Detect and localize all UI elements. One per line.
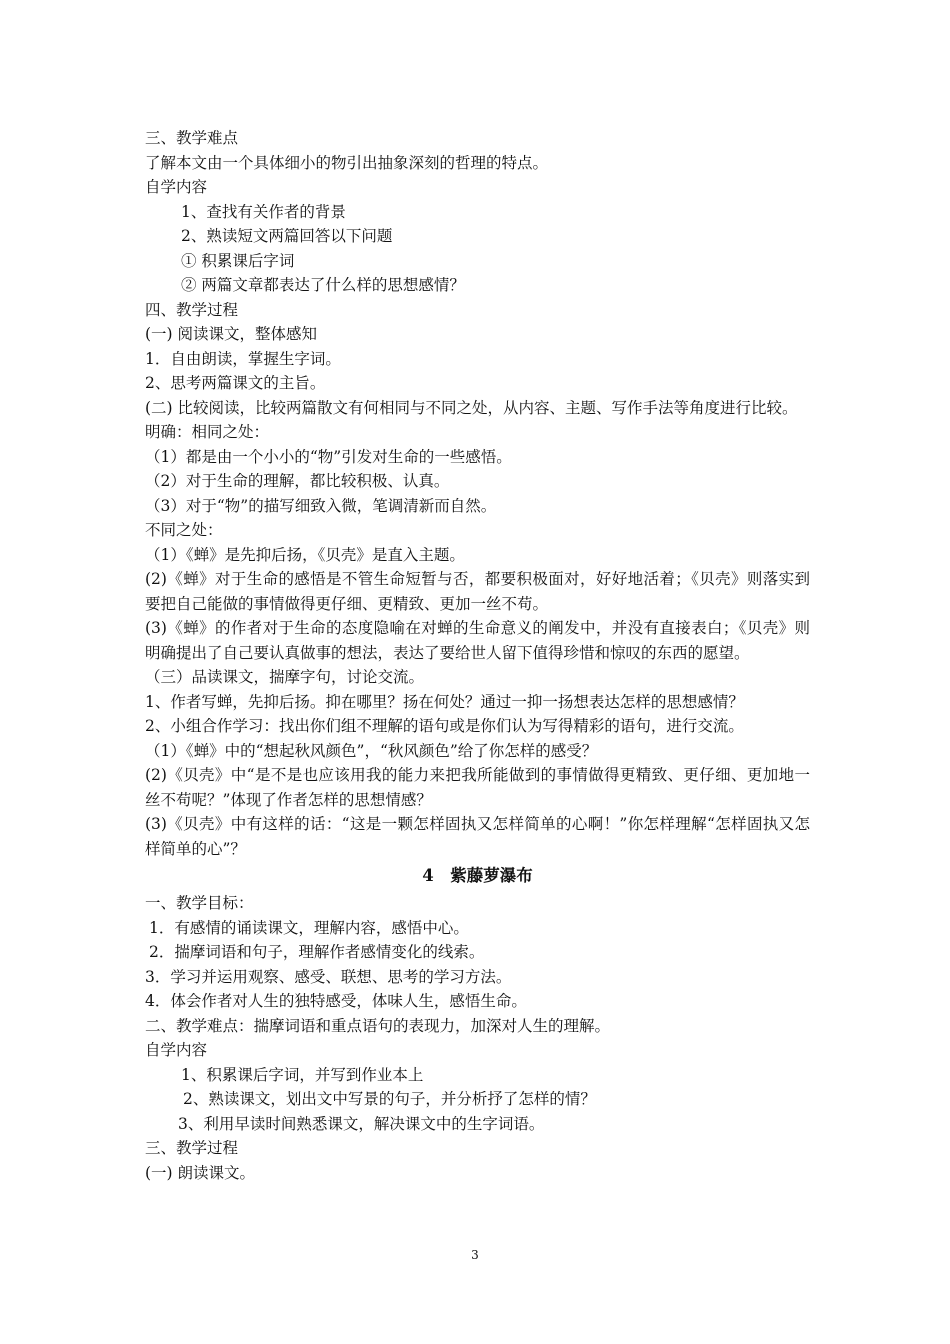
diff-item: （1）《蝉》是先抑后扬，《贝壳》是直入主题。 bbox=[145, 545, 465, 564]
diff-label: 不同之处： bbox=[145, 521, 223, 539]
goal-item: 2．揣摩词语和句子，理解作者感情变化的线索。 bbox=[149, 943, 485, 961]
section-heading-process: 四、教学过程 bbox=[145, 300, 239, 319]
part3-item: (2)《贝壳》中“是不是也应该用我的能力来把我所能做到的事情做得更精致、更仔细、更加地一丝不苟呢？”体现了作者怎样的思想情感？ bbox=[145, 766, 810, 809]
same-label: 明确：相同之处： bbox=[145, 423, 270, 441]
lesson-difficulty: 二、教学难点：揣摩词语和重点语句的表现力，加深对人生的理解。 bbox=[145, 1016, 611, 1035]
page-content bbox=[145, 126, 810, 1185]
lesson-process-label: 三、教学过程 bbox=[145, 1139, 239, 1157]
lesson-process-item: (一) 朗读课文。 bbox=[145, 1163, 256, 1182]
part3-item: （1）《蝉》中的“想起秋风颜色”，“秋风颜色”给了你怎样的感受？ bbox=[145, 741, 598, 760]
self-study-item: 1、查找有关作者的背景 bbox=[181, 202, 346, 221]
same-item: （1）都是由一个小小的“物”引发对生命的一些感悟。 bbox=[145, 447, 512, 466]
difficulty-text: 了解本文由一个具体细小的物引出抽象深刻的哲理的特点。 bbox=[145, 153, 549, 172]
lesson-self-study-label: 自学内容 bbox=[145, 1041, 208, 1059]
part3-item: (3)《贝壳》中有这样的话：“这是一颗怎样固执又怎样简单的心啊！”你怎样理解“怎样固执又怎样简单的心”？ bbox=[145, 815, 810, 858]
part2-title: (二) 比较阅读，比较两篇散文有何相同与不同之处，从内容、主题、写作手法等角度进行比较。 bbox=[145, 398, 798, 417]
part1-item: 2、思考两篇课文的主旨。 bbox=[145, 374, 326, 392]
goal-item: 4．体会作者对人生的独特感受，体味人生，感悟生命。 bbox=[145, 992, 527, 1010]
self-study-item: 2、熟读短文两篇回答以下问题 bbox=[181, 227, 393, 245]
same-item: （2）对于生命的理解，都比较积极、认真。 bbox=[145, 472, 450, 490]
self-study-label: 自学内容 bbox=[145, 178, 208, 196]
section-heading-difficulty: 三、教学难点 bbox=[145, 129, 239, 147]
part1-title: (一) 阅读课文，整体感知 bbox=[145, 325, 318, 343]
lesson-self-study-item: 1、积累课后字词，并写到作业本上 bbox=[181, 1065, 424, 1084]
goal-item: 1．有感情的诵读课文，理解内容，感悟中心。 bbox=[149, 918, 469, 937]
goal-item: 3．学习并运用观察、感受、联想、思考的学习方法。 bbox=[145, 967, 512, 986]
goals-label: 一、教学目标： bbox=[145, 894, 254, 912]
part3-item: 1、作者写蝉，先抑后扬。抑在哪里？扬在何处？通过一抑一扬想表达怎样的思想感情？ bbox=[145, 692, 744, 711]
page-number: 3 bbox=[471, 1248, 479, 1262]
self-study-item: ① 积累课后字词 bbox=[181, 251, 295, 270]
lesson-title: 4 紫藤萝瀑布 bbox=[422, 866, 533, 885]
lesson-self-study-item: 3、利用早读时间熟悉课文，解决课文中的生字词语。 bbox=[178, 1114, 545, 1133]
same-item: （3）对于“物”的描写细致入微，笔调清新而自然。 bbox=[145, 496, 497, 515]
part3-title: （三）品读课文，揣摩字句，讨论交流。 bbox=[145, 668, 425, 686]
self-study-item: ② 两篇文章都表达了什么样的思想感情？ bbox=[181, 276, 465, 294]
part3-item: 2、小组合作学习：找出你们组不理解的语句或是你们认为写得精彩的语句，进行交流。 bbox=[145, 717, 744, 735]
part1-item: 1．自由朗读，掌握生字词。 bbox=[145, 349, 341, 368]
diff-item: (3)《蝉》的作者对于生命的态度隐喻在对蝉的生命意义的阐发中，并没有直接表白；《贝壳》则明确提出了自己要认真做事的想法，表达了要给世人留下值得珍惜和惊叹的东西的愿望。 bbox=[145, 619, 810, 662]
lesson-self-study-item: 2、熟读课文，划出文中写景的句子，并分析抒了怎样的情？ bbox=[183, 1090, 596, 1108]
diff-item: (2)《蝉》对于生命的感悟是不管生命短暂与否，都要积极面对，好好地活着；《贝壳》则落实到要把自己能做的事情做得更仔细、更精致、更加一丝不苟。 bbox=[145, 570, 810, 613]
